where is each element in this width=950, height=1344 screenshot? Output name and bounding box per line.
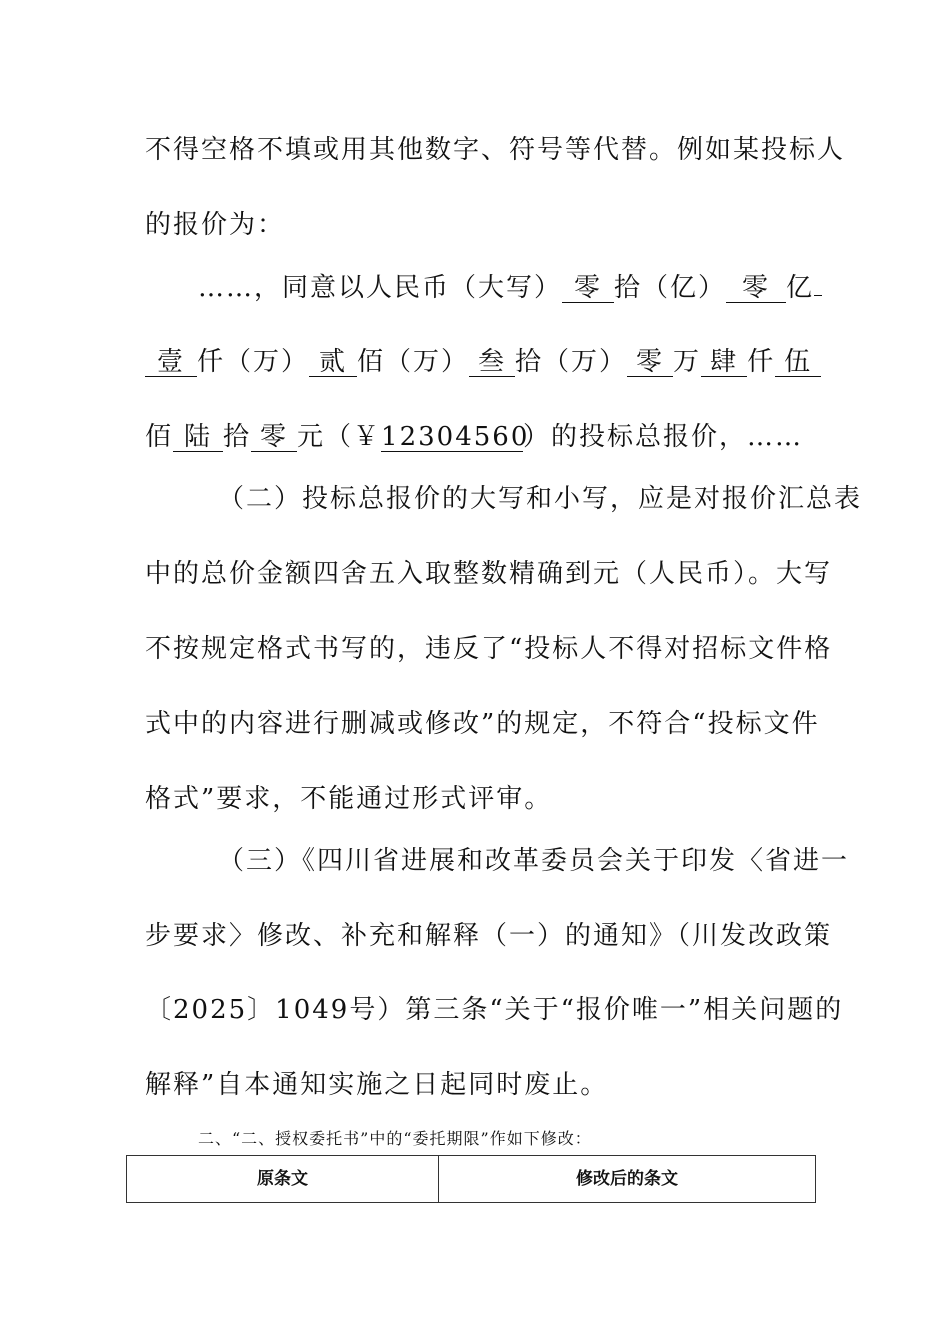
body-text-line: 式中的内容进行删减或修改”的规定，不符合“投标文件 [145,709,820,739]
filled-blank: 陆 [173,424,223,452]
filled-blank: 叁 [469,349,515,377]
filled-blank: 肆 [701,349,747,377]
example-text: 拾（亿） [614,273,727,303]
example-text: 亿 [786,273,815,303]
amount-blank: 12304560 [381,422,530,452]
section-heading: 二、“二、授权委托书”中的“委托期限”作如下修改： [198,1129,592,1148]
table-header-revised: 修改后的条文 [439,1156,816,1203]
body-text-line: （二）投标总报价的大写和小写，应是对报价汇总表 [218,484,863,514]
example-text: ……，同意以人民币（大写） [198,273,563,303]
filled-blank: 零 [251,424,297,452]
example-text: 万 [673,347,702,377]
body-text-line: 中的总价金额四舍五入取整数精确到元（人民币）。大写 [145,559,833,589]
filled-blank: 零 [627,349,673,377]
example-text: 拾（万） [515,347,628,377]
example-text: ）的投标总报价，…… [523,422,804,452]
example-text: 佰 [145,422,174,452]
filled-blank: 零 [726,275,786,303]
example-line [145,349,821,377]
example-text: 佰（万） [357,347,470,377]
body-text-line: 不按规定格式书写的，违反了“投标人不得对招标文件格 [145,634,833,664]
example-line [198,275,822,303]
example-text: 拾 [223,422,252,452]
example-text: 仟（万） [197,347,310,377]
body-text-line: （三）《四川省进展和改革委员会关于印发〈省进一 [218,846,850,876]
table-header-original: 原条文 [127,1156,439,1203]
body-text-line: 格式”要求，不能通过形式评审。 [145,784,553,814]
amendment-table [126,1155,816,1203]
body-text-line: 的报价为： [145,210,286,240]
body-text-line: 解释”自本通知实施之日起同时废止。 [145,1070,609,1100]
body-text-line: 〔2025〕1049号）第三条“关于“报价唯一”相关问题的 [145,995,844,1025]
table-header-row [127,1156,816,1203]
filled-blank: 零 [562,275,614,303]
filled-blank: 贰 [309,349,357,377]
example-line [145,424,803,452]
filled-blank: 壹 [145,349,197,377]
body-text-line: 不得空格不填或用其他数字、符号等代替。例如某投标人 [145,135,846,165]
blank-underline [814,295,822,296]
body-text-line: 步要求〉修改、补充和解释（一）的通知》（川发改政策 [145,921,833,951]
example-text: 元（￥ [297,422,382,452]
example-text: 仟 [747,347,776,377]
filled-blank: 伍 [775,349,821,377]
